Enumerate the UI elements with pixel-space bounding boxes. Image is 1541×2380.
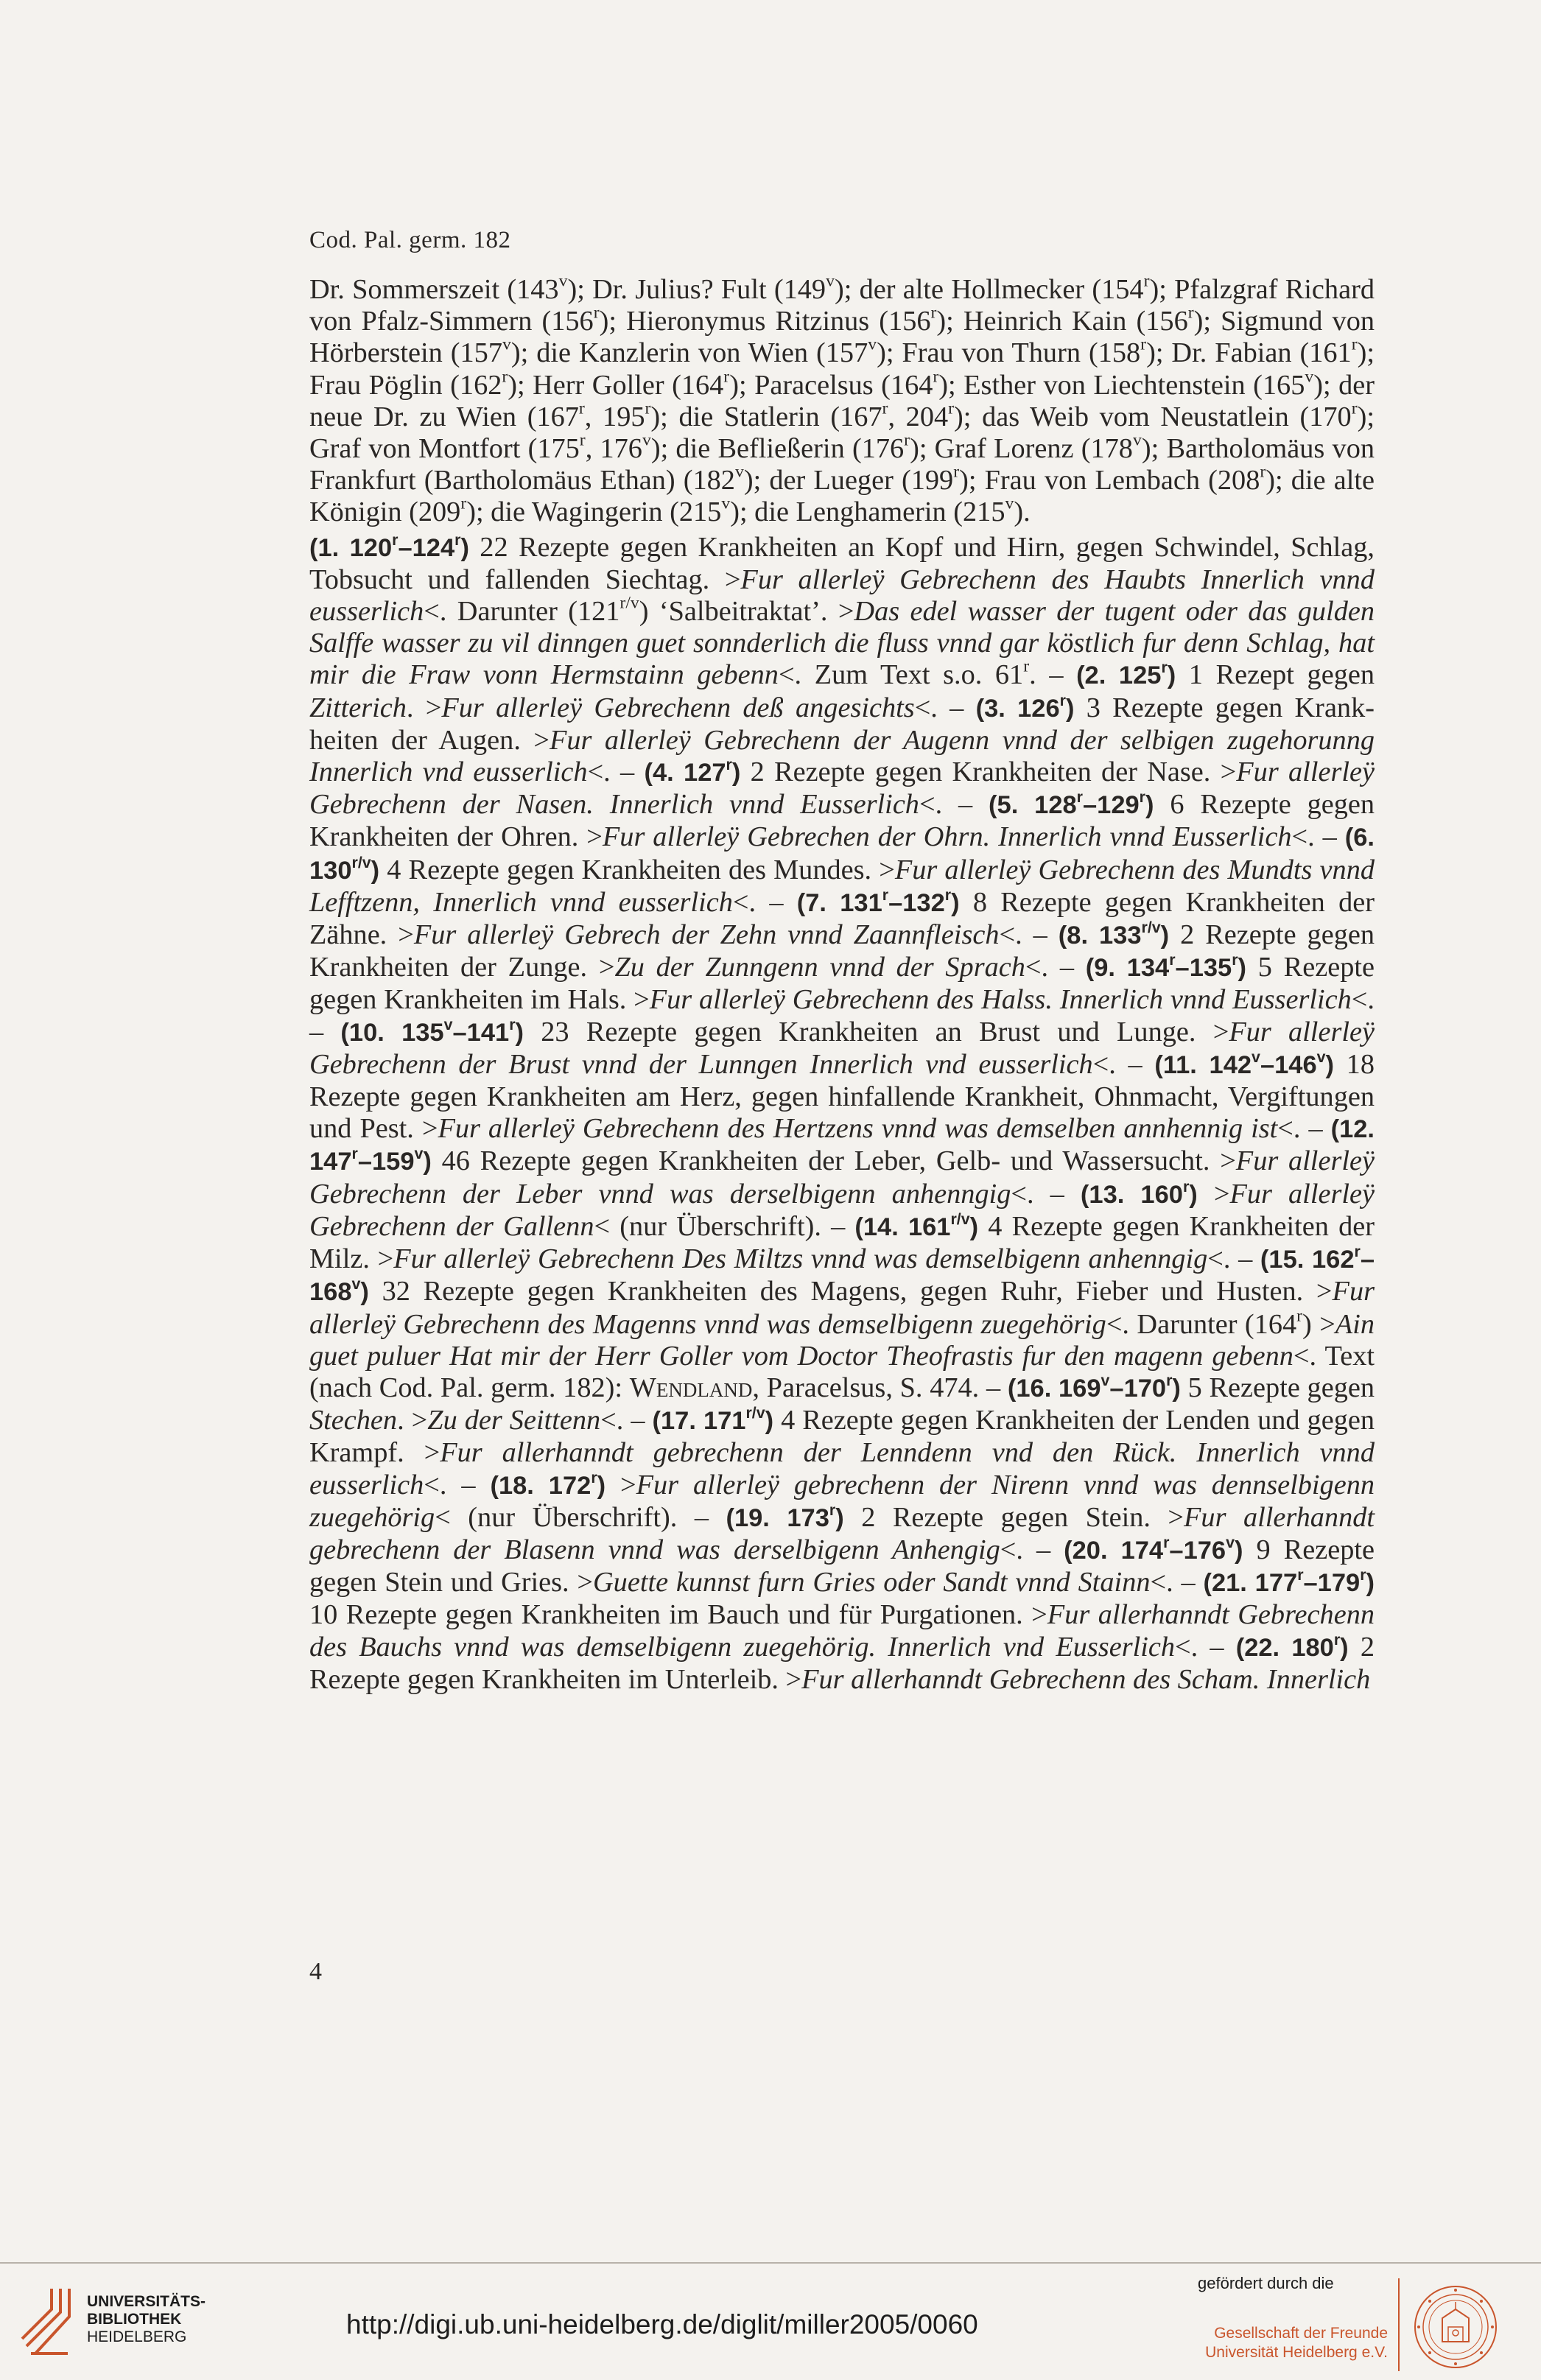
sponsor-name-line-2: Universität Heidelberg e.V. [1205, 2344, 1388, 2361]
sponsor-label: gefördert durch die [1198, 2274, 1334, 2292]
sponsor-name [1198, 2324, 1388, 2362]
university-library-name [87, 2293, 206, 2346]
body-paragraph-contents: (1. 120$^r$–124$^r$) 22 Rezepte gegen Krankheiten an Kopf und Hirn, gegen Schwindel, Schlag, Tobsucht und fallenden Siechtag. >Fur allerleÿ Gebrechenn des Haubts Innerlich vnnd eusserlich<. Darunter $(121^{r/v})$ ‘Salbeitraktat’. >Das edel wasser der tugent oder das gulden Salffe wasser zu vil dinngen guet sonnderlich die fluss vnnd gar köstlich fur denn Schlag, hat mir die Fraw vonn Hermstainn gebenn<. Zum Text s.o. 61$^r$. – (2. 125$^r$) 1 Rezept gegen Zitterich. >Fur allerleÿ Gebrechenn deß angesichts<. – (3. 126$^r$) 3 Rezepte gegen Krankheiten der Augen. >Fur allerleÿ Gebrechenn der Augenn vnnd der selbigen zugehorunng Innerlich vnd eusserlich<. – (4. 127$^r$) 2 Rezepte gegen Krankheiten der Nase. >Fur allerleÿ Gebrechenn der Nasen. Innerlich vnnd Eusserlich<. – (5. 128$^r$–129$^r$) 6 Rezepte gegen Krankheiten der Ohren. >Fur allerleÿ Gebrechen der Ohrn. Innerlich vnnd Eusserlich<. – (6. $130^{r/v}$) 4 Rezepte gegen Krankheiten des Mundes. >Fur allerleÿ Gebrechenn des Mundts vnnd Lefftzenn, Innerlich vnnd eusserlich<. – (7. 131$^r$–132$^r$) 8 Rezepte gegen Krankheiten der Zähne. >Fur allerleÿ Gebrech der Zehn vnnd Zaannfleisch<. – (8. $133^{r/v}$) 2 Rezepte gegen Krankheiten der Zunge. >Zu der Zunngenn vnnd der Sprach<. – (9. 134$^r$–135$^r$) 5 Rezepte gegen Krankheiten im Hals. >Fur allerleÿ Gebrechenn des Halss. Innerlich vnnd Eusserlich<. – (10. 135$^v$–141$^r$) 23 Rezepte gegen Krankheiten an Brust und Lunge. >Fur allerleÿ Gebrechenn der Brust vnnd der Lunngen Innerlich vnd eusserlich<. – (11. 142$^v$–146$^v$) 18 Rezepte gegen Krankheiten am Herz, gegen hinfallende Krankheit, Ohnmacht, Vergiftungen und Pest. >Fur allerleÿ Gebrechenn des Hertzens vnnd was demselben annhennig ist<. – (12. 147$^r$–159$^v$) 46 Rezepte gegen Krankheiten der Leber, Gelb- und Wassersucht. >Fur allerleÿ Gebrechenn der Leber vnnd was derselbigenn anhenngig<. – (13. $160^r) >Fur$ allerleÿ Gebrechenn der Gallenn< (nur Überschrift). – (14. $161^{r/v}$) 4 Rezepte gegen Krankheiten der Milz. >Fur allerleÿ Gebrechenn Des Miltzs vnnd was demselbigenn anhenngig<. – (15. 162$^r$–168$^v$) 32 Rezepte gegen Krankheiten des Magens, gegen Ruhr, Fieber und Husten. >Fur allerleÿ Gebrechenn des Magenns vnnd was demselbigenn zuegehörig<. Darunter $(164^r) >Ain$ guet puluer Hat mir der Herr Goller vom Doctor Theofrastis fur den magenn gebenn<. Text (nach Cod. Pal. germ. 182): Wendland, Paracelsus, S. 474. – (16. 169$^v$–170$^r$) 5 Rezepte gegen Stechen. >Zu der Seittenn<. – (17. $171^{r/v}$) 4 Rezepte gegen Krankheiten der Lenden und gegen Krampf. >Fur allerhanndt gebrechenn der Lenndenn vnd den Rück. Innerlich vnnd eusserlich<. – (18. $172^r) >Fur$ allerleÿ gebrechenn der Nirenn vnnd was dennselbigenn zuegehörig< (nur Überschrift). – (19. 173$^r$) 2 Rezepte gegen Stein. >Fur allerhanndt gebrechenn der Blasenn vnnd was derselbigenn Anhengig<. – (20. 174$^r$–176$^v$) 9 Rezepte gegen Stein und Gries. >Guette kunnst furn Gries oder Sandt vnnd Stainn<. – (21. 177$^r$–179$^r$) 10 Rezepte gegen Krankheiten im Bauch und für Purgationen. >Fur allerhanndt Gebrechenn des Bauchs vnnd was demselbigenn zuegehörig. Innerlich vnd Eusserlich<. – (22. 180$^r$) 2 Rezepte gegen Krankheiten im Unterleib. >Fur allerhanndt Gebrechenn des Scham. Innerlich [309, 530, 1375, 1695]
library-name-line-3: HEIDELBERG [87, 2328, 187, 2345]
university-seal-icon [1413, 2284, 1498, 2370]
running-head: Cod. Pal. germ. 182 [309, 227, 511, 253]
library-name-line-1: UNIVERSITÄTS- [87, 2293, 206, 2310]
sponsor-divider [1398, 2278, 1400, 2371]
body-paragraph-persons: Dr. Sommerszeit (143$^v$); Dr. Julius? Fult (149$^v$); der alte Hollmecker (154$^r$); Pfalzgraf Richard von Pfalz-Simmern (156$^r$); Hieronymus Ritzinus (156$^r$); Heinrich Kain (156$^r$); Sigmund von Hörberstein (157$^v$); die Kanzlerin von Wien (157$^v$); Frau von Thurn (158$^r$); Dr. Fabian (161$^r$); Frau Pöglin (162$^r$); Herr Goller (164$^r$); Paracelsus (164$^r$); Esther von Liechtenstein (165$^v$); der neue Dr. zu Wien (167$^r$, 195$^r$); die Statlerin (167$^r$, 204$^r$); das Weib vom Neustatlein (170$^r$); Graf von Montfort (175$^r$, 176$^v$); die Befließerin (176$^r$); Graf Lorenz (178$^v$); Bartholomäus von Frankfurt (Bartholomäus Ethan) (182$^v$); der Lueger (199$^r$); Frau von Lembach (208$^r$); die alte Königin (209$^r$); die Wagingerin (215$^v$); die Lenghamerin (215$^v$). [309, 271, 1375, 528]
sponsor-name-line-1: Gesellschaft der Freunde [1214, 2325, 1388, 2342]
library-name-line-2: BIBLIOTHEK [87, 2311, 182, 2328]
page-number: 4 [309, 1958, 322, 1985]
catalogue-entry-body [309, 271, 1375, 1699]
university-library-logo [16, 2284, 75, 2358]
footer-bar [0, 2264, 1541, 2380]
document-url-link[interactable]: http://digi.ub.uni-heidelberg.de/diglit/miller2005/0060 [346, 2309, 978, 2339]
